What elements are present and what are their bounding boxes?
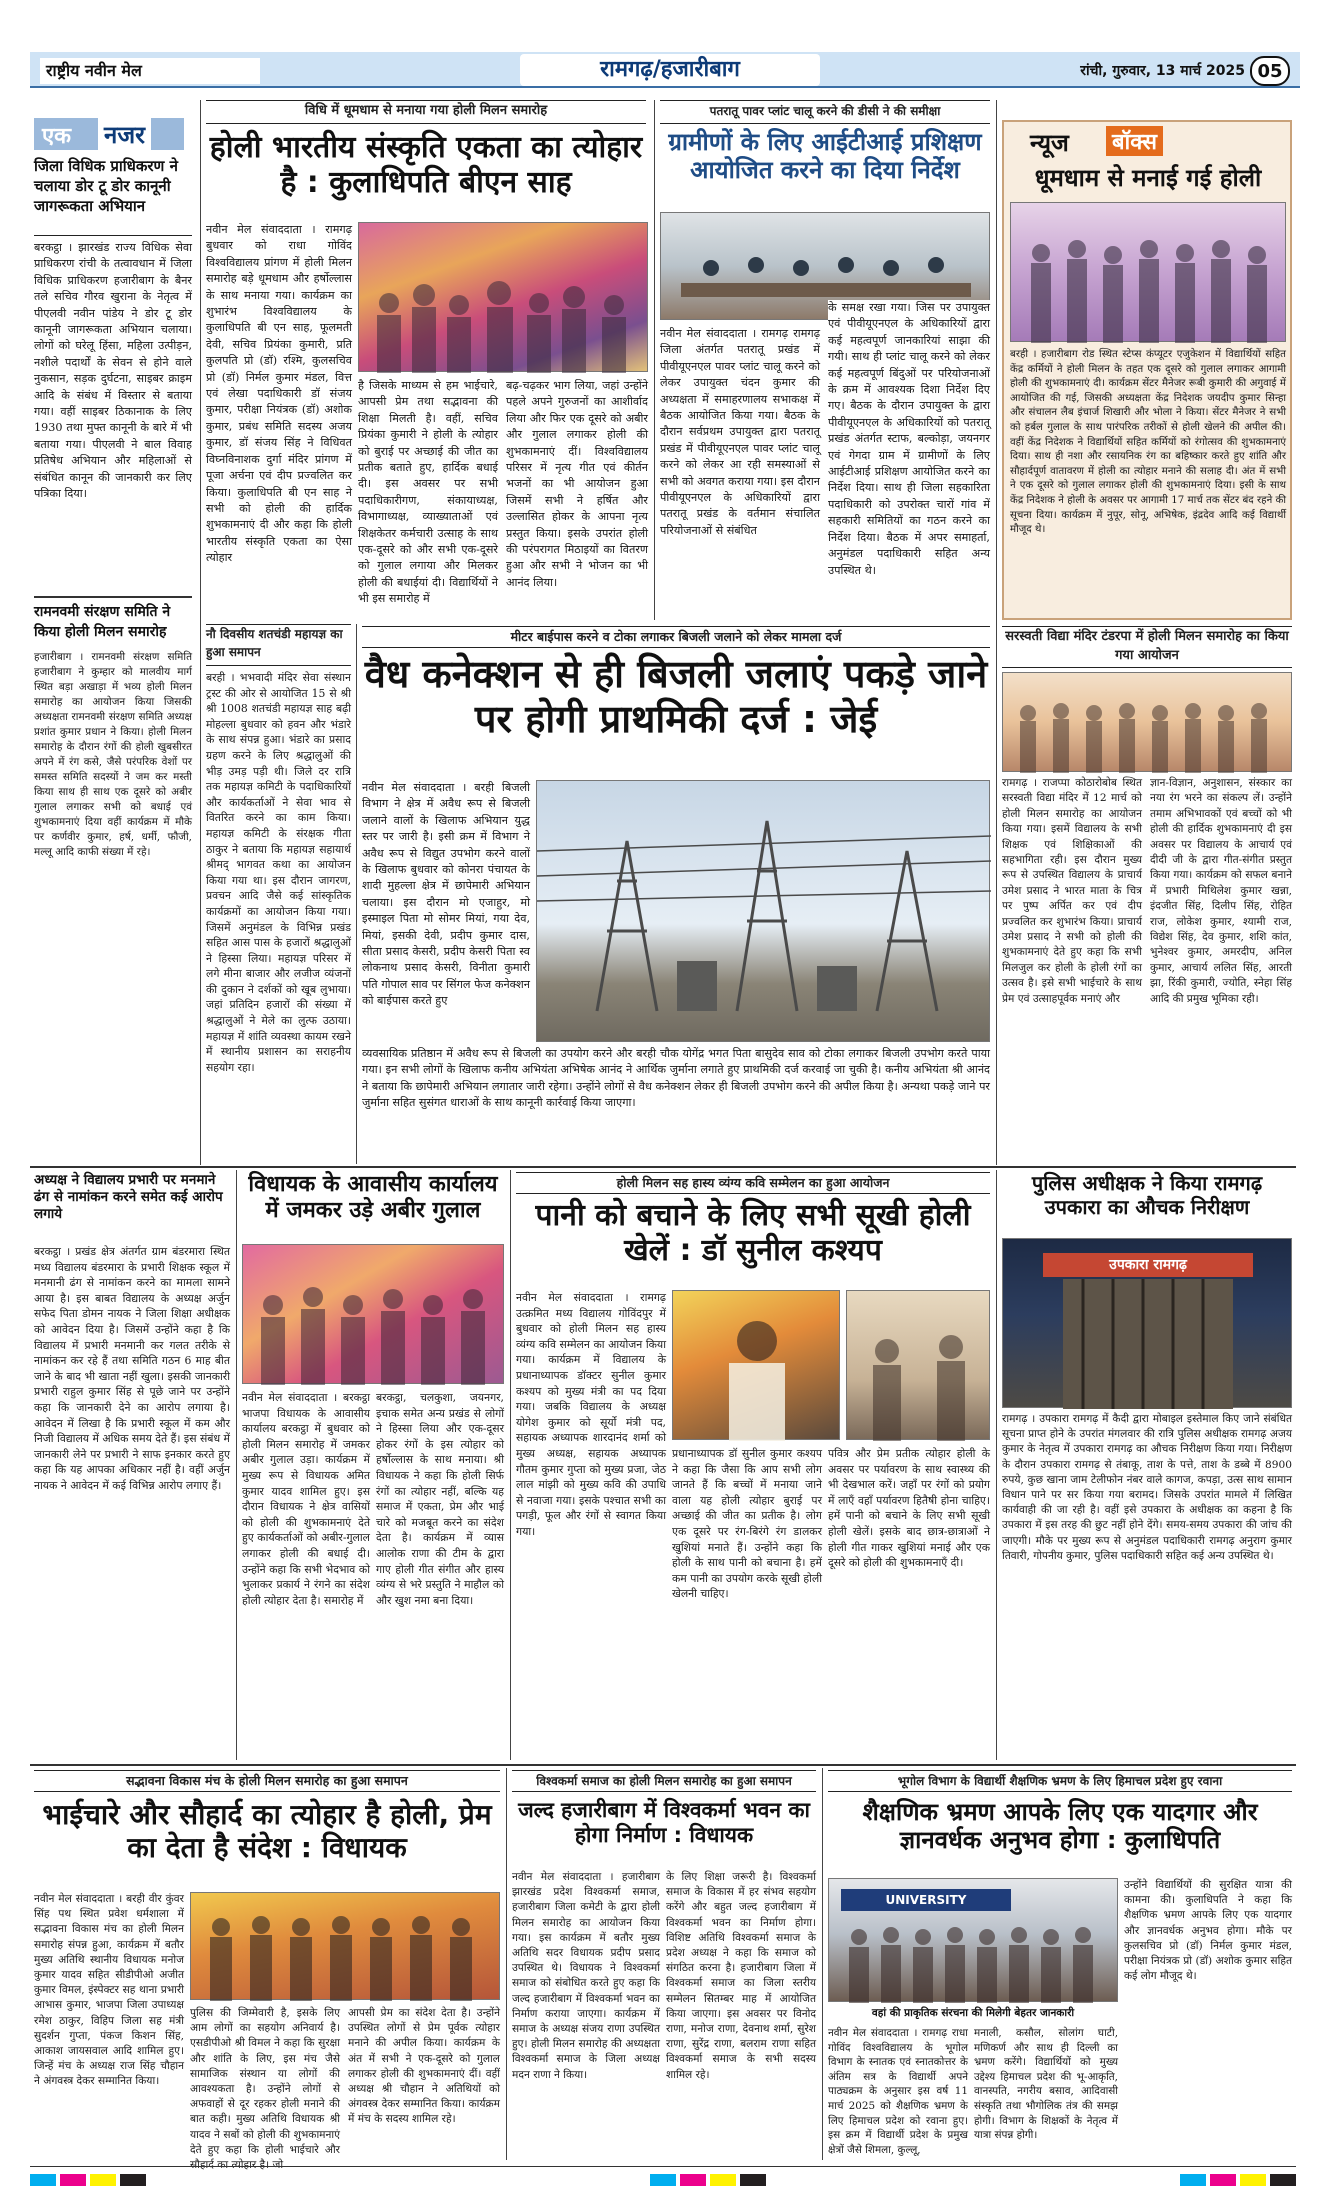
story1-col3: बढ़-चढ़कर भाग लिया, जहां उन्होंने पहले अपने गुरुजनों का आशीर्वाद लिया और फिर एक दूसरे को अबीर और गुलाल लगाकर होली की शुभकामनाएं दीं। विश्वविद्यालय परिसर में नृत्य गीत एवं कीर्तन भजनों का भी आयोजन हुआ जिसमें सभी ने हर्षित और उल्लासित होकर के आपना नृत्य प्रस्तुत किया। इसके उपरांत होली की परंपरागत मिठाइयों का वितरण हुआ और सभी ने भोजन का भी आनंद लिया। [506, 379, 648, 589]
story6-headline: अध्यक्ष ने विद्यालय प्रभारी पर मनमाने ढंग से नामांकन करने समेत कई आरोप लगाये [34, 1172, 223, 1222]
story12-caption: वहां की प्राकृतिक संरचना की मिलेगी बेहतर जानकारी [828, 2004, 1118, 2022]
story12-photo-students-travel [828, 1878, 1118, 2002]
story11-headline: जल्द हजारीबाग में विश्वकर्मा भवन का होगा निर्माण : विधायक [518, 1798, 810, 1847]
story1-headline: होली भारतीय संस्कृति एकता का त्योहार है : कुलाधिपति बीएन साह [209, 130, 643, 201]
story11-kicker: विश्वकर्मा समाज का होली मिलन समारोह का हुआ समापन [512, 1770, 816, 1792]
story9-photo-jail-gate [1002, 1238, 1292, 1408]
story6-body: बरकट्ठा । प्रखंड क्षेत्र अंतर्गत ग्राम बंडरमारा स्थित मध्य विद्यालय बंडरमारा के प्रभारी शिक्षक स्कूल में मनमानी ढंग से नामांकन करने का मामला सामने आया है। इस बाबत विद्यालय के अध्यक्ष अर्जुन सफेद पिता डोमन नायक ने जिला शिक्षा अधीक्षक को आवेदन दिया है। जिसमें उन्होंने कहा है कि विद्यालय में प्रभारी मनमानी कर गलत तरीके से नामांकन कर रहे हैं तथा समिति गठन 6 माह बीत जाने के बाद भी खाता नहीं खुला। इसकी जानकारी प्रभारी राहुल कुमार सिंह से पूछे जाने पर उन्होंने कहा कि जानकारी देने का आरोप लगाया है। आवेदन में लिखा है कि प्रभारी स्कूल में कम और निजी विद्यालय में अधिक समय देते हैं। इस संबंध में जानकारी लेने पर प्रभारी ने साफ इनकार करते हुए कहा कि यह आपका अधिकार नहीं है। वहीं अर्जुन नायक ने आवेदन में कई विभिन्न आरोप लगाए हैं। [34, 1245, 230, 1492]
school-group-illustration [1003, 673, 1293, 773]
dateline: रांची, गुरुवार, 13 मार्च 2025 [1080, 63, 1245, 79]
story7-col1-text: नवीन मेल संवाददाता । बरकट्ठा भाजपा विधायक के आवासीय कार्यालय बरकट्ठा में बुधवार को होली मिलन समारोह में जमकर अबीर गुलाल उड़ा। कार्यक्रम में मुख्य रूप से विधायक अमित कुमार यादव शामिल हुए। इस दौरान विधायक ने क्षेत्र वासियों को होली की शुभकामनाएं देते हुए कार्यकर्ताओं को अबीर-गुलाल लगाकर होली की बधाई दी। उन्होंने कहा कि सभी भेदभाव को भुलाकर प्रकार्य ने रंगने का संदेश होली त्योहार देता है। समारोह में [242, 1391, 370, 1607]
paper-name-logo: राष्ट्रीय नवीन मेल [40, 58, 260, 84]
story5-kicker: सरस्वती विद्या मंदिर टंडरपा में होली मिलन समारोह का किया गया आयोजन [1002, 626, 1292, 668]
newsbox-photo-students [1010, 202, 1286, 342]
story5-photo-school [1002, 672, 1292, 772]
jail-gate-sign: उपकारा रामगढ़ [1109, 1257, 1187, 1273]
footer-color-stripes [30, 2174, 1296, 2188]
ek-najar-label-b: नजर [98, 118, 151, 151]
newsbox-label-b: बॉक्स [1106, 126, 1163, 156]
ek-najar-item1-body: बरकट्ठा । झारखंड राज्य विधिक सेवा प्राधिकरण रांची के तत्वावधान में जिला विधिक प्राधिकरण हजारीबाग के बैनर तले सचिव गौरव खुराना के नेतृत्व में पीएलवी नवीन पांडेय ने डोर टू डोर कानूनी जागरूकता अभियान चलाया। लोगों को घरेलू हिंसा, महिला उत्पीड़न, नशीले पदार्थों के सेवन से होने वाले नुकसान, सड़क दुर्घटना, साइबर क्राइम आदि के संबंध में विस्तार से बताया गया। वहीं साइबर ठिकानाक के लिए 1930 तथा मुफ्त कानूनी के बारे में भी बताया गया। पीएलवी ने बाल विवाह प्रतिषेध अभियान और महिलाओं से संबंधित कानून की जानकारी कर लिए पत्रिका दिया। [34, 241, 192, 501]
story2-col2: के समक्ष रखा गया। जिस पर उपायुक्त एवं पीवीयूएनएल के अधिकारियों द्वारा कई महत्वपूर्ण जानकारियां साझा की गयी। साथ ही प्लांट चालू करने को लेकर कई महत्वपूर्ण बिंदुओं पर परियोजनाओं के क्रम में आवश्यक दिशा निर्देश दिए गए। बैठक के दौरान उपायुक्त के द्वारा पीवीयूएनएल के अधिकारियों को पतरातू प्रखंड अंतर्गत स्टाफ, बल्कोड़ा, जयनगर एवं गेगदा ग्राम में ग्रामीणों के लिए आईटीआई प्रशिक्षण आयोजित करने का निर्देश दिया। साथ ही जिला सहकारिता पदाधिकारी को उपरोक्त चारों गांव में सहकारी समितियों का गठन करने का निर्देश दिया। बैठक में अपर समाहर्ता, अनुमंडल पदाधिकारी सहित अन्य उपस्थित थे। [828, 300, 990, 616]
newsbox-label [1030, 126, 1210, 158]
story5-col1: रामगढ़ । राजप्पा कोठारोबोब स्थित सरस्वती विद्या मंदिर में 12 मार्च को होली मिलन समारोह का आयोजन किया गया। इसमें विद्यालय के सभी शिक्षक एवं शिक्षिकाओं की सहभागिता रही। इस दौरान मुख्य रूप से उपस्थित विद्यालय के प्राचार्य उमेश प्रसाद ने भारत माता के चित्र पर पुष्प अर्पित कर एवं दीप प्रज्वलित कर शुभारंभ किया। प्राचार्य उमेश प्रसाद ने सभी को होली की शुभकामनाएं देते हुए कहा कि सभी मिलजुल कर होली के होली रंगों का उत्सव है। इसे सभी भाईचारे के साथ प्रेम एवं उत्साहपूर्वक मनाएं और [1002, 777, 1142, 1005]
ek-najar-item2-headline: रामनवमी संरक्षण समिति ने किया होली मिलन समारोह [34, 604, 171, 640]
story8-col1: नवीन मेल संवाददाता । रामगढ़ उत्क्रमित मध्य विद्यालय गोविंदपुर में बुधवार को होली मिलन सह हास्य व्यंग्य कवि सम्मेलन का आयोजन किया गया। कार्यक्रम में विद्यालय के प्रधानाध्यापक डॉक्टर सुनील कुमार कश्यप को मुख्य मंत्री का पद दिया गया। जबकि विद्यालय के अध्यक्ष योगेश कुमार को सूर्यो मंत्री पद, सहायक अध्यापक शारदानंद शर्मा को मुख्य अध्यक्ष, सहायक अध्यापक गौतम कुमार गुप्ता को मुख्य प्रजा, जेठ लाल मांझी को मुख्य कवि की उपाधि से नवाजा गया। इसके पश्चात सभी का पगड़ी, फूल और रंगों से स्वागत किया गया। [516, 1291, 666, 1538]
story5-col2: ज्ञान-विज्ञान, अनुशासन, संस्कार का नया रंग भरने का संकल्प लें। उन्होंने तमाम अभिभावकों एवं बच्चों को भी होली की हार्दिक शुभकामनाएं दी इस अवसर पर विद्यालय के आचार्य एवं दीदी जी के द्वारा गीत-संगीत प्रस्तुत किया गया। कार्यक्रम को सफल बनाने में प्रभारी मिथिलेश कुमार खन्ना, इंदजीत सिंह, दिलीप सिंह, रोहित राज, लोकेश कुमार, श्यामी राज, विद्येश सिंह, देव कुमार, शशि कांत, भुनेश्वर कुमार, अमरदीप, अनिल कुमार, आचार्य ललित सिंह, आरती झा, रिंकी कुमारी, ज्योति, स्नेहा सिंह आदि की प्रमुख भूमिका रही। [1150, 777, 1292, 1005]
story7-photo-celebration [242, 1244, 504, 1384]
newsbox-label-a: न्यूज [1030, 129, 1069, 157]
story3-kicker: नौ दिवसीय शतचंडी महायज्ञ का हुआ समापन [206, 624, 351, 666]
story8-headline: पानी को बचाने के लिए सभी सूखी होली खेलें : डॉ सुनील कश्यप [535, 1198, 971, 1269]
story1-col2: है जिसके माध्यम से हम भाईचारे, आपसी प्रेम तथा सद्भावना की शिक्षा मिलती है। वहीं, सचिव प्रियंका कुमारी ने होली के त्योहार को बुराई पर अच्छाई की जीत का प्रतीक बताते हुए, हार्दिक बधाई दी। इस अवसर पर सभी पदाधिकारीगण, संकायाध्यक्ष, विभागाध्यक्ष, व्याख्याताओं एवं शिक्षकेतर कर्मचारी उत्साह के साथ एक-दूसरे को और सभी एक-दूसरे को गुलाल लगाया और मिलकर होली की बधाईयां दी। विद्यार्थियों ने भी इस समारोह में [358, 379, 498, 606]
ek-najar-label-a: एक [42, 124, 72, 149]
story9-body: रामगढ़ । उपकारा रामगढ़ में कैदी द्वारा मोबाइल इस्तेमाल किए जाने संबंधित सूचना प्राप्त होने के उपरांत मंगलवार की रात्रि पुलिस अधीक्षक रामगढ़ अजय कुमार के नेतृत्व में उपकारा रामगढ़ का औचक निरीक्षण किया गया। निरीक्षण के दौरान उपकारा रामगढ़ से तंबाकू, ताश के पत्ते, ताश के डब्बे में 8900 रुपये, कुछ खाना जाम टेलीफोन नंबर वाले कागज, कपड़ा, उत्स साथ सामान विधान पाने पर सर किया गया बरामद। जिसके उपरांत मामले में लिखित कार्यवाही की जा रही है। वहीं इसे उपकारा के अधीक्षक का कहना है कि उपकारा में इस तरह की छुट नहीं होने देंगे। समय-समय उपकारा की जांच की जाएगी। मौके पर मुख्य रूप से अनुमंडल पदाधिकारी रामगढ़ अनुराग कुमार तिवारी, गोपनीय कुमार, पुलिस पदाधिकारी सहित कई अन्य उपस्थित थे। [1002, 1413, 1292, 1562]
story10-photo-felicitation [190, 1892, 500, 2000]
story10-kicker: सद्भावना विकास मंच के होली मिलन समारोह का हुआ समापन [34, 1770, 500, 1792]
story4-photo-substation [536, 780, 990, 1042]
story12-headline: शैक्षणिक भ्रमण आपके लिए एक यादगार और ज्ञानवर्धक अनुभव होगा : कुलाधिपति [862, 1798, 1258, 1855]
story4-kicker: मीटर बाईपास करने व टोका लगाकर बिजली जलाने को लेकर मामला दर्ज [362, 626, 990, 648]
university-banner-text: UNIVERSITY [885, 1893, 967, 1907]
teacher-illustration [673, 1291, 841, 1441]
felicitation-illustration [191, 1893, 501, 2001]
story4-headline: वैध कनेक्शन से ही बिजली जलाएं पकड़े जाने पर होगी प्राथमिकी दर्ज : जेई [364, 652, 988, 741]
ek-najar-item1-headline: जिला विधिक प्राधिकरण ने चलाया डोर टू डोर कानूनी जागरूकता अभियान [34, 156, 192, 236]
story1-col1: नवीन मेल संवाददाता । रामगढ़ बुधवार को राधा गोविंद विश्वविद्यालय प्रांगण में होली मिलन समारोह बड़े धूमधाम और हर्षोल्लास के साथ मनाया गया। कार्यक्रम का शुभारंभ विश्वविद्यालय के कुलाधिपति बी एन साह, फूलमती देवी, सचिव प्रियंका कुमारी, प्रति कुलपति प्रो (डॉ) रश्मि, कुलसचिव प्रो (डॉ) निर्मल कुमार मंडल, वित्त एवं लेखा पदाधिकारी डॉ संजय कुमार, परीक्षा नियंत्रक (डॉ) अशोक कुमार, प्रबंध समिति सदस्य अजय कुमार, डॉ संजय सिंह ने विधिवत विघ्नविनाशक दुर्गा मंदिर प्रांगण में पूजा अर्चना एवं दीप प्रज्वलित कर किया। कुलाधिपति बी एन साह ने सभी को होली की हार्दिक शुभकामनाएं दी और कहा कि होली भारतीय संस्कृति एकता का ऐसा त्योहार [206, 223, 352, 565]
story12-kicker: भूगोल विभाग के विद्यार्थी शैक्षणिक भ्रमण के लिए हिमाचल प्रदेश हुए रवाना [828, 1770, 1292, 1792]
story12-col2: मनाली, कसौल, सोलांग घाटी, मणिकर्ण और साथ ही दिल्ली का भ्रमण करेंगे। विद्यार्थियों को मुख्य उद्देश्य हिमाचल प्रदेश की भू-आकृति, वानस्पति, नगरीय बसाव, आदिवासी संस्कृति तथा भौगोलिक तंत्र की समझ होगी। विभाग के शिक्षकों के नेतृत्व में यात्रा संपन्न होगी। [974, 2027, 1118, 2142]
story12-col3: उन्होंने विद्यार्थियों की सुरक्षित यात्रा की कामना की। कुलाधिपति ने कहा कि शैक्षणिक भ्रमण आपके लिए एक यादगार और ज्ञानवर्धक अनुभव होगा। मौके पर कुलसचिव प्रो (डॉ) निर्मल कुमार मंडल, परीक्षा नियंत्रक प्रो (डॉ) अशोक कुमार सहित कई लोग मौजूद थे। [1124, 1879, 1292, 1983]
ek-najar-label [34, 118, 184, 150]
section-title: रामगढ़/हजारीबाग [520, 54, 820, 86]
ek-najar-item2-body: हजारीबाग । रामनवमी संरक्षण समिति हजारीबाग ने कुम्हार को मालवीय मार्ग स्थित बड़ा अखाड़ा में भव्य होली मिलन समारोह का आयोजन किया जिसकी अध्यक्षता रामनवमी संरक्षण समिति अध्यक्ष प्रशांत कुमार प्रधान ने किया। होली मिलन समारोह के दौरान रंगों की होली खुबसीरत अपने में रंग कसे, जैसे परंपरिक वेशों पर समस्त समिति सदस्यों ने जम कर मस्ती किया साथ ही साथ एक दूसरे को अबीर गुलाल लगाकर सभी को बधाई एवं शुभकामनाएं दिया वहीं कार्यक्रम में मौके पर कर्णवीर कुमार, हर्ष, धर्मी, फौजी, मल्लू आदि काफी संख्या में रहे। [34, 651, 192, 858]
story11-col2: के लिए शिक्षा जरूरी है। विश्वकर्मा समाज के विकास में हर संभव सहयोग करेंगे और बहुत जल्द हजारीबाग में विश्वकर्मा भवन का निर्माण होगा। विशिष्ट अतिथि विश्वकर्मा समाज के प्रदेश अध्यक्ष ने कहा कि समाज को संगठित करना है। हजारीबाग जिला में विश्वकर्मा समाज का जिला स्तरीय सम्मेलन सितम्बर माह में आयोजित किया जाएगा। इस अवसर पर विनोद राणा, मनोज राणा, देवनाथ शर्मा, सुरेश राणा, सुरेंद्र राणा, बलराम राणा सहित विश्वकर्मा समाज के सभी सदस्य शामिल रहे। [666, 1871, 816, 2081]
students-illustration [1011, 203, 1287, 343]
story8-col3: पवित्र और प्रेम प्रतीक त्योहार होली के अवसर पर पर्यावरण के साथ स्वास्थ्य की भी देखभाल करें। जहाँ पर रंगों को प्रयोग में लाएँ वहाँ पर्यावरण हितैषी होना चाहिए। हमें पानी को बचाने के लिए सभी सूखी होली खेलें। इसके बाद छात्र-छात्राओं ने होली गीत गाकर खुशियां मनाई और एक दूसरे को होली की शुभकामनाएँ दी। [828, 1447, 990, 1570]
page-number: 05 [1250, 56, 1290, 86]
story2-kicker: पतरातू पावर प्लांट चालू करने की डीसी ने की समीक्षा [660, 100, 990, 124]
newsbox-headline: धूमधाम से मनाई गई होली [1034, 164, 1262, 192]
story2-col1: नवीन मेल संवाददाता । रामगढ़ रामगढ़ जिला अंतर्गत पतरातू प्रखंड में पीवीयूएनएल पावर प्लांट चालू करने को लेकर उपायुक्त चंदन कुमार की अध्यक्षता में समाहरणालय सभाकक्ष में बैठक आयोजित किया गया। बैठक के दौरान सर्वप्रथम उपायुक्त द्वारा पतरातू प्रखंड में पीवीयूएनएल पावर प्लांट चालू करने को लेकर आ रही समस्याओं से सभी को अवगत कराया गया। इस दौरान पीवीयूएनएल के अधिकारियों द्वारा पतरातू प्रखंड के वर्तमान संचालित परियोजनाओं से संबंधित [660, 327, 820, 537]
celebration-illustration [243, 1245, 505, 1385]
story7-headline: विधायक के आवासीय कार्यालय में जमकर उड़े अबीर गुलाल [248, 1172, 498, 1223]
story10-col1: नवीन मेल संवाददाता । बरही वीर कुंवर सिंह पथ स्थित प्रवेश धर्मशाला में सद्भावना विकास मंच का होली मिलन समारोह संपन्न हुआ, कार्यक्रम में बतौर मुख्य अतिथि स्थानीय विधायक मनोज कुमार यादव सहित सीडीपीओ अजीत कुमार विमल, इंस्पेक्टर सह थाना प्रभारी आभास कुमार, भाजपा जिला उपाध्यक्ष रमेश ठाकुर, विहिप जिला सह मंत्री सुदर्शन गुप्ता, पंकज किशन सिंह, आकाश जायसवाल आदि शामिल हुए। जिन्हें मंच के अध्यक्ष राज सिंह चौहान ने अंगवस्त्र देकर सम्मानित किया। [34, 1893, 184, 2088]
children-illustration [847, 1291, 991, 1441]
story3-body: बरही । भभवादी मंदिर सेवा संस्थान ट्रस्ट की ओर से आयोजित 15 से श्री श्री 1008 शतचंडी महायज्ञ साह बढ़ी मोहल्ला बुधवार को हवन और भंडारे के साथ संपन्न हुआ। भंडारे का प्रसाद ग्रहण करने के लिए श्रद्धालुओं की भीड़ उमड़ पड़ी थी। जिले दर रात्रि तक महायज्ञ कमिटी के पदाधिकारियों और कार्यकर्ताओं ने सेवा भाव से वितरित करने का काम किया। महायज्ञ कमिटी के संरक्षक गीता ठाकुर ने बताया कि महायज्ञ सहायार्थ श्रीमद् भागवत कथा का आयोजन किया गया था। इस दौरान जागरण, प्रवचन आदि जैसे कई सांस्कृतिक कार्यक्रमों का आयोजन किया गया। जिसमें अनुमंडल के विभिन्न प्रखंड सहित आस पास के हजारों श्रद्धालुओं ने हिस्सा लिया। महायज्ञ परिसर में लगे मीना बाजार और लजीज व्यंजनों की दुकान ने दर्शकों को खूब लुभाया। जहां प्रतिदिन हजारों की संख्या में श्रद्धालुओं ने मेले का लुत्फ उठाया। महायज्ञ में शांति व्यवस्था कायम रखने में स्थानीय प्रशासन का सराहनीय सहयोग रहा। [206, 671, 351, 1074]
substation-illustration [537, 781, 991, 1043]
story4-col2: व्यवसायिक प्रतिष्ठान में अवैध रूप से बिजली का उपयोग करने और बरही चौक योगेंद्र भगत पिता बासुदेव साव को टोका लगाकर बिजली उपभोग करते पाया गया। इन सभी लोगों के खिलाफ कनीय अभियंता अभिषेक आनंद ने आर्थिक जुर्माना लगाते हुए प्राथमिकी दर्ज करवाई जा चुकी है। कनीय अभियंता श्री आनंद ने बताया कि छापेमारी अभियान लगातार जारी रहेगा। उन्होंने लोगों से वैध कनेक्शन लेकर ही बिजली उपभोग करने की अपील किया है। अन्यथा पकड़े जाने पर जुर्माना सहित सुसंगत धाराओं के साथ कानूनी कार्रवाई किया जाएगा। [362, 1047, 990, 1110]
story2-headline: ग्रामीणों के लिए आईटीआई प्रशिक्षण आयोजित करने का दिया निर्देश [668, 128, 982, 185]
story8-kicker: होली मिलन सह हास्य व्यंग्य कवि सम्मेलन का हुआ आयोजन [516, 1172, 990, 1194]
story7-col2-text: बरकट्ठा, चलकुशा, जयनगर, इचाक समेत अन्य प्रखंड से लोगों ने हिस्सा लिया और एक-दूसर होकर रंगों के इस त्योहार को हर्षोल्लास के साथ मनाया। श्री विधायक ने कहा कि होली सिर्फ रंगों का त्योहार नहीं, बल्कि यह समाज में एकता, प्रेम और भाई चारे को मजबूत करने का संदेश देता है। कार्यक्रम में व्यास आलोक राणा की टीम के द्वारा गाए होली गीत संगीत और हास्य व्यंग्य से भरे प्रस्तुति ने माहौल को और खुश नमा बना दिया। [376, 1391, 504, 1607]
story10-col3: आपसी प्रेम का संदेश देता है। उन्होंने उपस्थित लोगों से प्रेम पूर्वक त्योहार मनाने की अपील किया। कार्यक्रम के अंत में सभी ने एक-दूसरे को गुलाल लगाकर होली की शुभकामनाएं दीं। वहीं अध्यक्ष श्री चौहान ने अतिथियों को अंगवस्त्र देकर सम्मानित किया। कार्यक्रम में मंच के सदस्य शामिल रहे। [348, 2007, 500, 2126]
story1-photo-holi-crowd [358, 222, 648, 372]
story1-kicker: विधि में धूमधाम से मनाया गया होली मिलन समारोह [206, 100, 646, 124]
story8-photo-students [846, 1290, 990, 1440]
story10-col2: पुलिस की जिम्मेवारी है, इसके लिए आम लोगों का सहयोग अनिवार्य है। एसडीपीओ श्री विमल ने कहा कि सुरक्षा और शांति के लिए, इस मंच जैसे सामाजिक संस्थान या लोगों की आवश्यकता है। उन्होंने लोगों से अफवाहों से दूर रहकर होली मनाने की बात कही। मुख्य अतिथि विधायक श्री यादव ने सबों को होली की शुभकामनाएं देते हुए कहा कि होली भाईचारे और [190, 2007, 340, 2156]
crowd-illustration [359, 223, 649, 373]
story11-col1: नवीन मेल संवाददाता । हजारीबाग झारखंड प्रदेश विश्वकर्मा समाज, हजारीबाग जिला कमेटी के द्वारा होली मिलन समारोह का आयोजन किया गया। इस कार्यक्रम में बतौर मुख्य अतिथि सदर विधायक प्रदीप प्रसाद उपस्थित थे। विधायक ने विश्वकर्मा समाज को संबोधित करते हुए कहा कि जल्द हजारीबाग में विश्वकर्मा भवन का निर्माण कराया जाएगा। कार्यक्रम में समाज के अध्यक्ष संजय राणा उपस्थित हुए। होली मिलन समारोह की अध्यक्षता विश्वकर्मा समाज के जिला अध्यक्ष मदन राणा ने किया। [512, 1871, 660, 2081]
story8-col2: प्रधानाध्यापक डॉ सुनील कुमार कश्यप ने कहा कि जैसा कि आप सभी लोग जानते हैं कि बच्चों में मनाया जाने वाला यह होली त्योहार बुराई पर अच्छाई की जीत का प्रतीक है। लोग एक दूसरे पर रंग-बिरंगे रंग डालकर खुशियां मनाते हैं। उन्होंने कहा कि होली के साथ पानी को बचाना है। हमें कम पानी का उपयोग करके सूखी होली खेलनी चाहिए। [672, 1447, 822, 1601]
story10-headline: भाईचारे और सौहार्द का त्योहार है होली, प्रेम का देता है संदेश : विधायक [42, 1798, 492, 1865]
story9-headline: पुलिस अधीक्षक ने किया रामगढ़ उपकारा का औचक निरीक्षण [1031, 1171, 1263, 1219]
story12-col1: नवीन मेल संवाददाता । रामगढ़ राधा गोविंद विश्वविद्यालय के भूगोल विभाग के स्नातक एवं स्नातकोत्तर के अंतिम सत्र के विद्यार्थी अपने पाठ्यक्रम के अनुसार इस वर्ष 11 मार्च 2025 को शैक्षणिक भ्रमण के लिए हिमाचल प्रदेश को रवाना हुए। इस क्रम में विद्यार्थी प्रदेश के प्रमुख क्षेत्रों जैसे शिमला, कुल्लू, [828, 2027, 968, 2156]
story8-photo-school-event [672, 1290, 840, 1440]
story4-col1: नवीन मेल संवाददाता । बरही बिजली विभाग ने क्षेत्र में अवैध रूप से बिजली जलाने वालों के खिलाफ अभियान युद्ध स्तर पर जारी है। इसी क्रम में विभाग ने अवैध रूप से विद्युत उपभोग करने वालों के खिलाफ बुधवार को कोनरा पंचायत के शादी मुहल्ला क्षेत्र में छापेमारी अभियान चलाया। इस दौरान मो एजाहुर, मो इस्माइल पिता मो सोमर मियां, गया देव, मियां, इसकी देवी, प्रदीप कुमार दास, सीता प्रसाद केसरी, प्रदीप केसरी पिता स्व लोकनाथ प्रसाद केसरी, विनीता कुमारी पति गोपाल साव पर सिंगल फेज कनेक्शन को बाईपास करते हुए [362, 781, 530, 1008]
newsbox-body: बरही । हजारीबाग रोड स्थित स्टेप्स कंप्यूटर एजुकेशन में विद्यार्थियों सहित केंद्र कर्मियों ने होली मिलन के तहत एक दूसरे को गुलाल लगाकर आगामी होली की शुभकामनाएं दी। कार्यक्रम सेंटर मैनेजर रूबी कुमारी की अगुवाई में आयोजित की गई, जिसकी अध्यक्षता केंद्र निदेशक जयदीप कुमार सिन्हा और संचालन लैब इंचार्ज शिखारी और भोला ने किया। सेंटर मैनेजर ने सभी को हर्बल गुलाल के साथ पारंपरिक तरीकों से होली खेलने की अपील की। वहीं केंद्र निदेशक ने विद्यार्थियों सहित कर्मियों को रंगोत्सव की शुभकामनाएं दिया। साथ ही नशा और रसायनिक रंग का बहिष्कार करते हुए शांति और सौहार्दपूर्ण वातावरण में होली का त्योहार मनाने की सलाह दी। अंत में सभी ने एक दूसरे को गुलाल लगाकर होली की शुभकामनाएं दिया। इसी के साथ केंद्र निदेशक ने होली के अवसर पर आगामी 17 मार्च तक सेंटर बंद रहने की सूचना दिया। कार्यक्रम में नुपूर, सोनू, अभिषेक, इंद्रदेव आदि कई विद्यार्थी मौजूद थे। [1010, 349, 1286, 536]
